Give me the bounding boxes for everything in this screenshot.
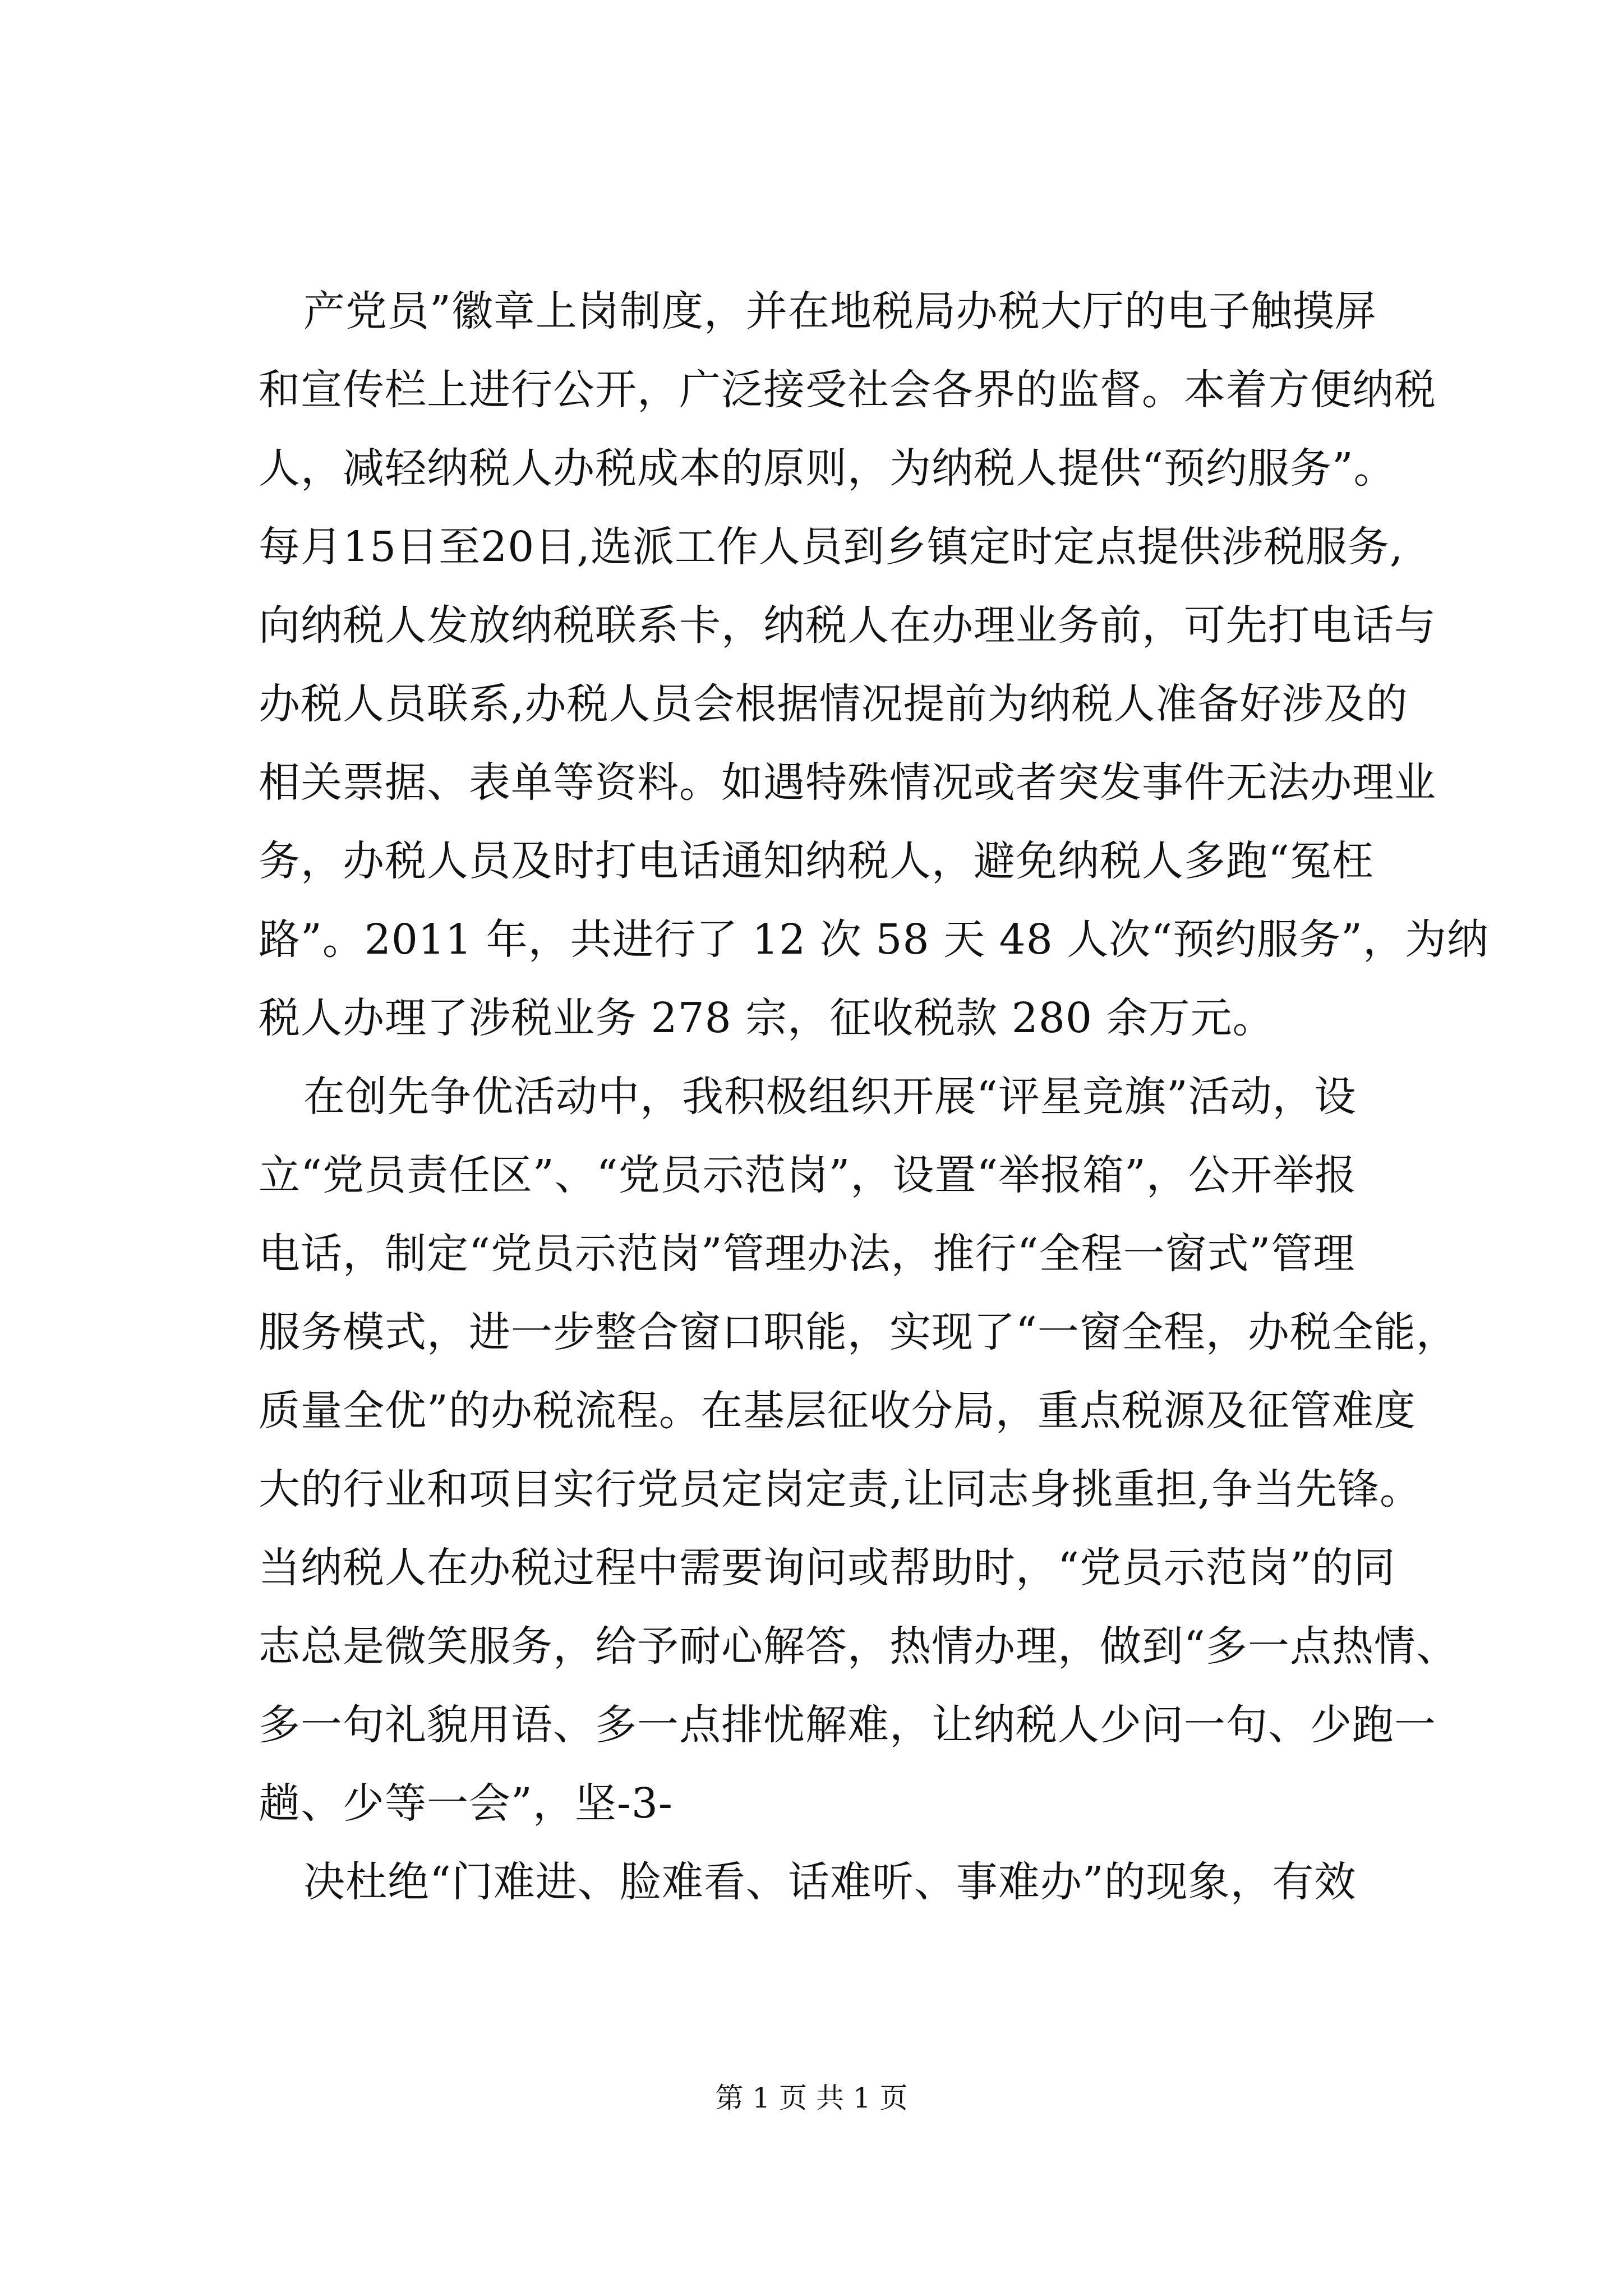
page-footer: 第 1 页 共 1 页 bbox=[715, 2082, 908, 2114]
text-line: 人，减轻纳税人办税成本的原则，为纳税人提供“预约服务”。 bbox=[259, 444, 1396, 493]
text-line: 质量全优”的办税流程。在基层征收分局，重点税源及征管难度 bbox=[259, 1387, 1416, 1435]
text-line: 和宣传栏上进行公开，广泛接受社会各界的监督。本着方便纳税 bbox=[259, 366, 1436, 414]
text-line: 务，办税人员及时打电话通知纳税人，避免纳税人多跑“冤枉 bbox=[259, 837, 1374, 885]
text-line: 决杜绝“门难进、脸难看、话难听、事难办”的现象，有效 bbox=[303, 1858, 1357, 1906]
text-line: 立“党员责任区”、“党员示范岗”，设置“举报箱”，公开举报 bbox=[259, 1151, 1357, 1199]
text-line: 当纳税人在办税过程中需要询问或帮助时，“党员示范岗”的同 bbox=[259, 1544, 1396, 1592]
text-line: 产党员”徽章上岗制度，并在地税局办税大厅的电子触摸屏 bbox=[303, 287, 1377, 335]
text-line: 路”。2011 年，共进行了 12 次 58 天 48 人次“预约服务”，为纳 bbox=[259, 915, 1489, 964]
text-line: 服务模式，进一步整合窗口职能，实现了“一窗全程，办税全能， bbox=[259, 1308, 1458, 1356]
text-line: 电话，制定“党员示范岗”管理办法，推行“全程一窗式”管理 bbox=[259, 1230, 1355, 1278]
text-line: 办税人员联系,办税人员会根据情况提前为纳税人准备好涉及的 bbox=[259, 680, 1408, 728]
text-line: 志总是微笑服务，给予耐心解答，热情办理，做到“多一点热情、 bbox=[259, 1622, 1458, 1671]
text-line: 向纳税人发放纳税联系卡，纳税人在办理业务前，可先打电话与 bbox=[259, 601, 1436, 650]
text-line: 大的行业和项目实行党员定岗定责,让同志身挑重担,争当先锋。 bbox=[259, 1465, 1422, 1513]
text-line: 在创先争优活动中，我积极组织开展“评星竞旗”活动，设 bbox=[303, 1073, 1357, 1121]
text-line: 多一句礼貌用语、多一点排忧解难，让纳税人少问一句、少跑一 bbox=[259, 1701, 1436, 1749]
text-line: 每月15日至20日,选派工作人员到乡镇定时定点提供涉税服务, bbox=[259, 523, 1404, 571]
text-line: 趟、少等一会”，坚-3- bbox=[259, 1779, 673, 1828]
text-line: 相关票据、表单等资料。如遇特殊情况或者突发事件无法办理业 bbox=[259, 758, 1436, 807]
text-line: 税人办理了涉税业务 278 宗，征收税款 280 余万元。 bbox=[259, 994, 1275, 1042]
